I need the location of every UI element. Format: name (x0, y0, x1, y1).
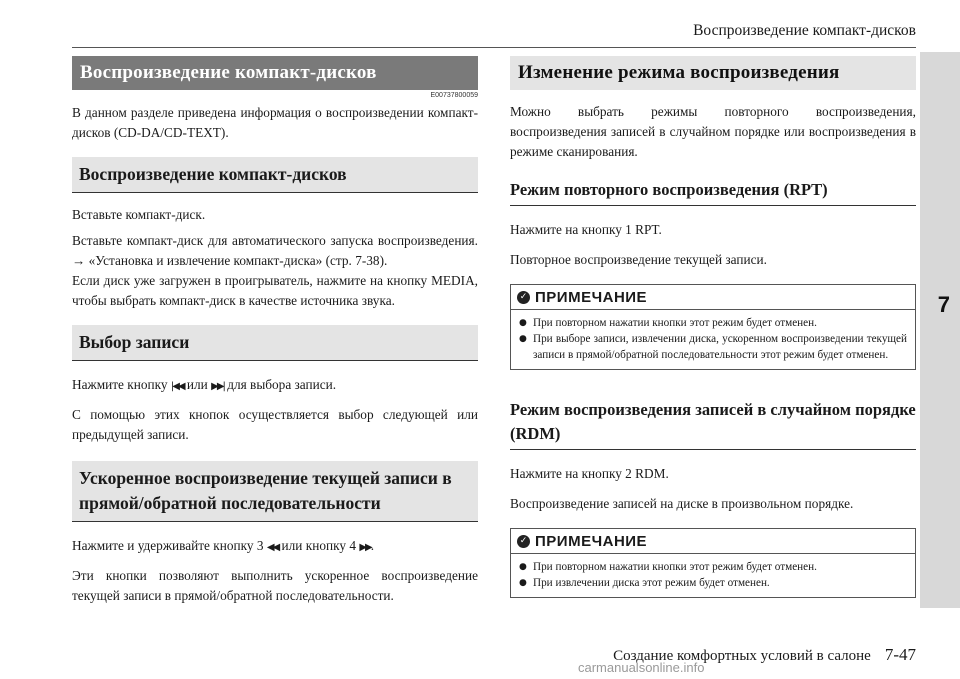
paragraph-media-button: Если диск уже загружен в проигрыватель, нажмите на кнопку MEDIA, чтобы выбрать компакт-диск в качестве источника звука. (72, 273, 478, 308)
main-heading-cd-playback: Воспроизведение компакт-дисков (72, 56, 478, 90)
paragraph-auto-start: Вставьте компакт-диск для автоматического запуска воспроизведения. → «Установка и извлечение компакт-диска» (стр. 7-38). (72, 233, 478, 268)
watermark-text: carmanualsonline.info (578, 660, 705, 675)
page-number: 7-47 (884, 645, 916, 664)
paragraph-track-explain: С помощью этих кнопок осуществляется выбор следующей или предыдущей записи. (72, 407, 478, 442)
subheading-track-select: Выбор записи (72, 325, 478, 361)
intro-paragraph: В данном разделе приведена информация о воспроизведении компакт-дисков (CD-DA/CD-TEXT). (72, 105, 478, 140)
note-header (511, 529, 915, 554)
right-column (510, 56, 916, 598)
paragraph-rpt-button: Нажмите на кнопку 1 RPT. (510, 222, 662, 237)
text-segment: или кнопку 4 (278, 538, 360, 553)
paragraph-rdm-explain: Воспроизведение записей на диске в произвольном порядке. (510, 496, 854, 511)
subheading-cd-playback: Воспроизведение компакт-дисков (72, 157, 478, 193)
note-title: ПРИМЕЧАНИЕ (535, 532, 648, 550)
note-item: ● При повторном нажатии кнопки этот режим будет отменен. (519, 315, 907, 331)
note-box-repeat (510, 284, 916, 370)
note-item: ● При повторном нажатии кнопки этот режим будет отменен. (519, 559, 907, 575)
rewind-icon: ◀◀ (266, 542, 279, 553)
page-header-title: Воспроизведение компакт-дисков (693, 22, 916, 39)
paragraph-rpt-explain: Повторное воспроизведение текущей записи. (510, 252, 767, 267)
paragraph-play-mode-intro: Можно выбрать режимы повторного воспроизведения, воспроизведения записей в случайном порядке или воспроизведения в режиме сканирования. (510, 104, 916, 159)
paragraph-track-buttons (72, 375, 478, 397)
check-icon: ✓ (517, 535, 530, 548)
text-segment: . (370, 538, 375, 553)
footer-section-title: Создание комфортных условий в салоне (613, 648, 871, 664)
left-column (72, 56, 478, 606)
skip-forward-icon: ▶▶| (211, 381, 224, 392)
note-item: ● При выборе записи, извлечении диска, ускоренном воспроизведении текущей записи в прямой/обратной последовательности этот режим будет отменен. (519, 331, 907, 363)
text-segment: для выбора записи. (223, 377, 337, 392)
check-icon: ✓ (517, 291, 530, 304)
skip-back-icon: |◀◀ (170, 381, 184, 392)
chapter-number: 7 (937, 292, 950, 317)
paragraph-fast-play-explain: Эти кнопки позволяют выполнить ускоренное воспроизведение текущей записи в прямой/обратной последовательности. (72, 568, 478, 603)
note-item: ● При извлечении диска этот режим будет отменен. (519, 575, 907, 591)
note-title: ПРИМЕЧАНИЕ (535, 288, 648, 306)
document-code: E00737800059 (430, 92, 478, 99)
note-header (511, 285, 915, 310)
paragraph-hold-buttons (72, 536, 478, 558)
heading-random-mode: Режим воспроизведения записей в случайном порядке (RDM) (510, 398, 916, 450)
subheading-fast-play: Ускоренное воспроизведение текущей записи в прямой/обратной последовательности (72, 461, 478, 522)
note-list (511, 310, 915, 369)
note-list (511, 554, 915, 597)
paragraph-insert-cd: Вставьте компакт-диск. (72, 207, 206, 222)
paragraph-rdm-button: Нажмите на кнопку 2 RDM. (510, 466, 669, 481)
text-segment: или (183, 377, 212, 392)
fast-forward-icon: ▶▶ (359, 542, 371, 553)
main-heading-play-mode: Изменение режима воспроизведения (510, 56, 916, 90)
note-box-random (510, 528, 916, 598)
header-rule (72, 47, 916, 48)
chapter-tab-bar (920, 52, 960, 608)
text-segment: Нажмите и удерживайте кнопку 3 (72, 538, 267, 553)
text-segment: Нажмите кнопку (72, 377, 171, 392)
heading-repeat-mode: Режим повторного воспроизведения (RPT) (510, 178, 916, 206)
